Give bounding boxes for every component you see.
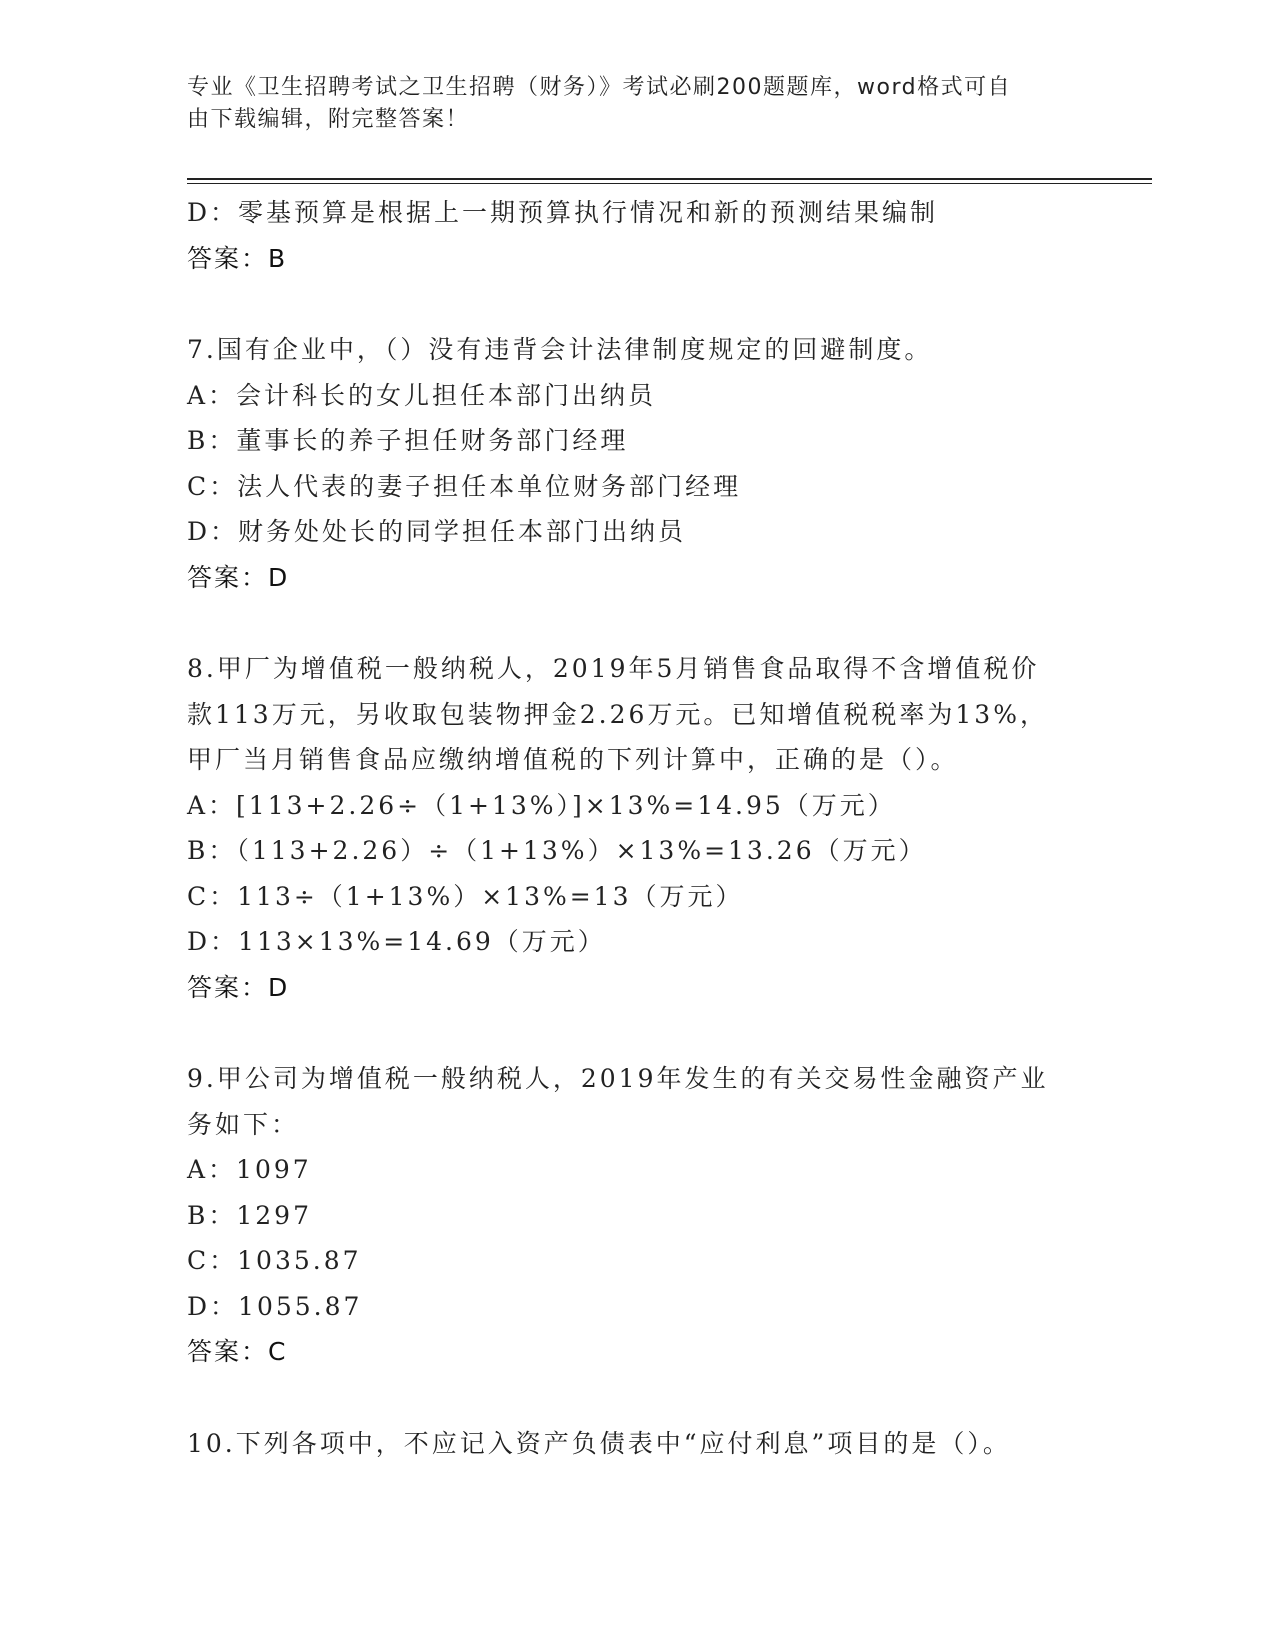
- option-c: C：1035.87: [187, 1246, 362, 1275]
- option-b: B：董事长的养子担任财务部门经理: [187, 426, 629, 455]
- spacer: [187, 1010, 1107, 1056]
- spacer: [187, 1375, 1107, 1421]
- header-line-1: 专业《卫生招聘考试之卫生招聘（财务）》考试必刷200题题库，word格式可自: [187, 75, 1012, 100]
- question-stem: 7.国有企业中，（）没有违背会计法律制度规定的回避制度。: [187, 335, 933, 364]
- option-a: A：1097: [187, 1155, 312, 1184]
- header-divider-thick: [187, 178, 1152, 180]
- question-list: [187, 190, 1107, 1466]
- header-line-2: 由下载编辑，附完整答案！: [187, 107, 470, 132]
- option-b: B：1297: [187, 1200, 312, 1230]
- question-stem-line-3: 甲厂当月销售食品应缴纳增值税的下列计算中，正确的是（）。: [187, 745, 959, 774]
- question-stem-line-2: 款113万元，另收取包装物押金2.26万元。已知增值税税率为13%，: [187, 699, 1048, 729]
- spacer: [187, 600, 1107, 646]
- option-b: B：（113+2.26）÷（1+13%）×13%=13.26（万元）: [187, 836, 927, 865]
- option-a: A：[113+2.26÷（1+13%）]×13%=14.95（万元）: [187, 790, 896, 820]
- answer-line: 答案：D: [187, 972, 290, 1002]
- option-d: D：1055.87: [187, 1291, 363, 1321]
- answer-line: 答案：B: [187, 243, 288, 273]
- spacer: [187, 281, 1107, 327]
- answer-line: 答案：D: [187, 562, 290, 592]
- question-9: [187, 1056, 1107, 1375]
- page-header: [187, 72, 1067, 136]
- question-stem-line-1: 9.甲公司为增值税一般纳税人，2019年发生的有关交易性金融资产业: [187, 1064, 1049, 1093]
- header-divider-thin: [187, 183, 1152, 184]
- option-d: D：113×13%=14.69（万元）: [187, 927, 606, 956]
- question-7: [187, 327, 1107, 600]
- option-c: C：113÷（1+13%）×13%=13（万元）: [187, 881, 744, 911]
- option-d: D：财务处处长的同学担任本部门出纳员: [187, 517, 687, 546]
- answer-line: 答案：C: [187, 1337, 288, 1366]
- question-stem: 10.下列各项中，不应记入资产负债表中“应付利息”项目的是（）。: [187, 1428, 1011, 1458]
- question-8: [187, 646, 1107, 1010]
- option-c: C：法人代表的妻子担任本单位财务部门经理: [187, 471, 742, 501]
- question-stem-line-2: 务如下：: [187, 1109, 300, 1139]
- question-6-tail: [187, 190, 1107, 281]
- option-d: D：零基预算是根据上一期预算执行情况和新的预测结果编制: [187, 198, 939, 227]
- question-stem-line-1: 8.甲厂为增值税一般纳税人，2019年5月销售食品取得不含增值税价: [187, 654, 1040, 683]
- option-a: A：会计科长的女儿担任本部门出纳员: [187, 380, 657, 410]
- question-10: [187, 1421, 1107, 1467]
